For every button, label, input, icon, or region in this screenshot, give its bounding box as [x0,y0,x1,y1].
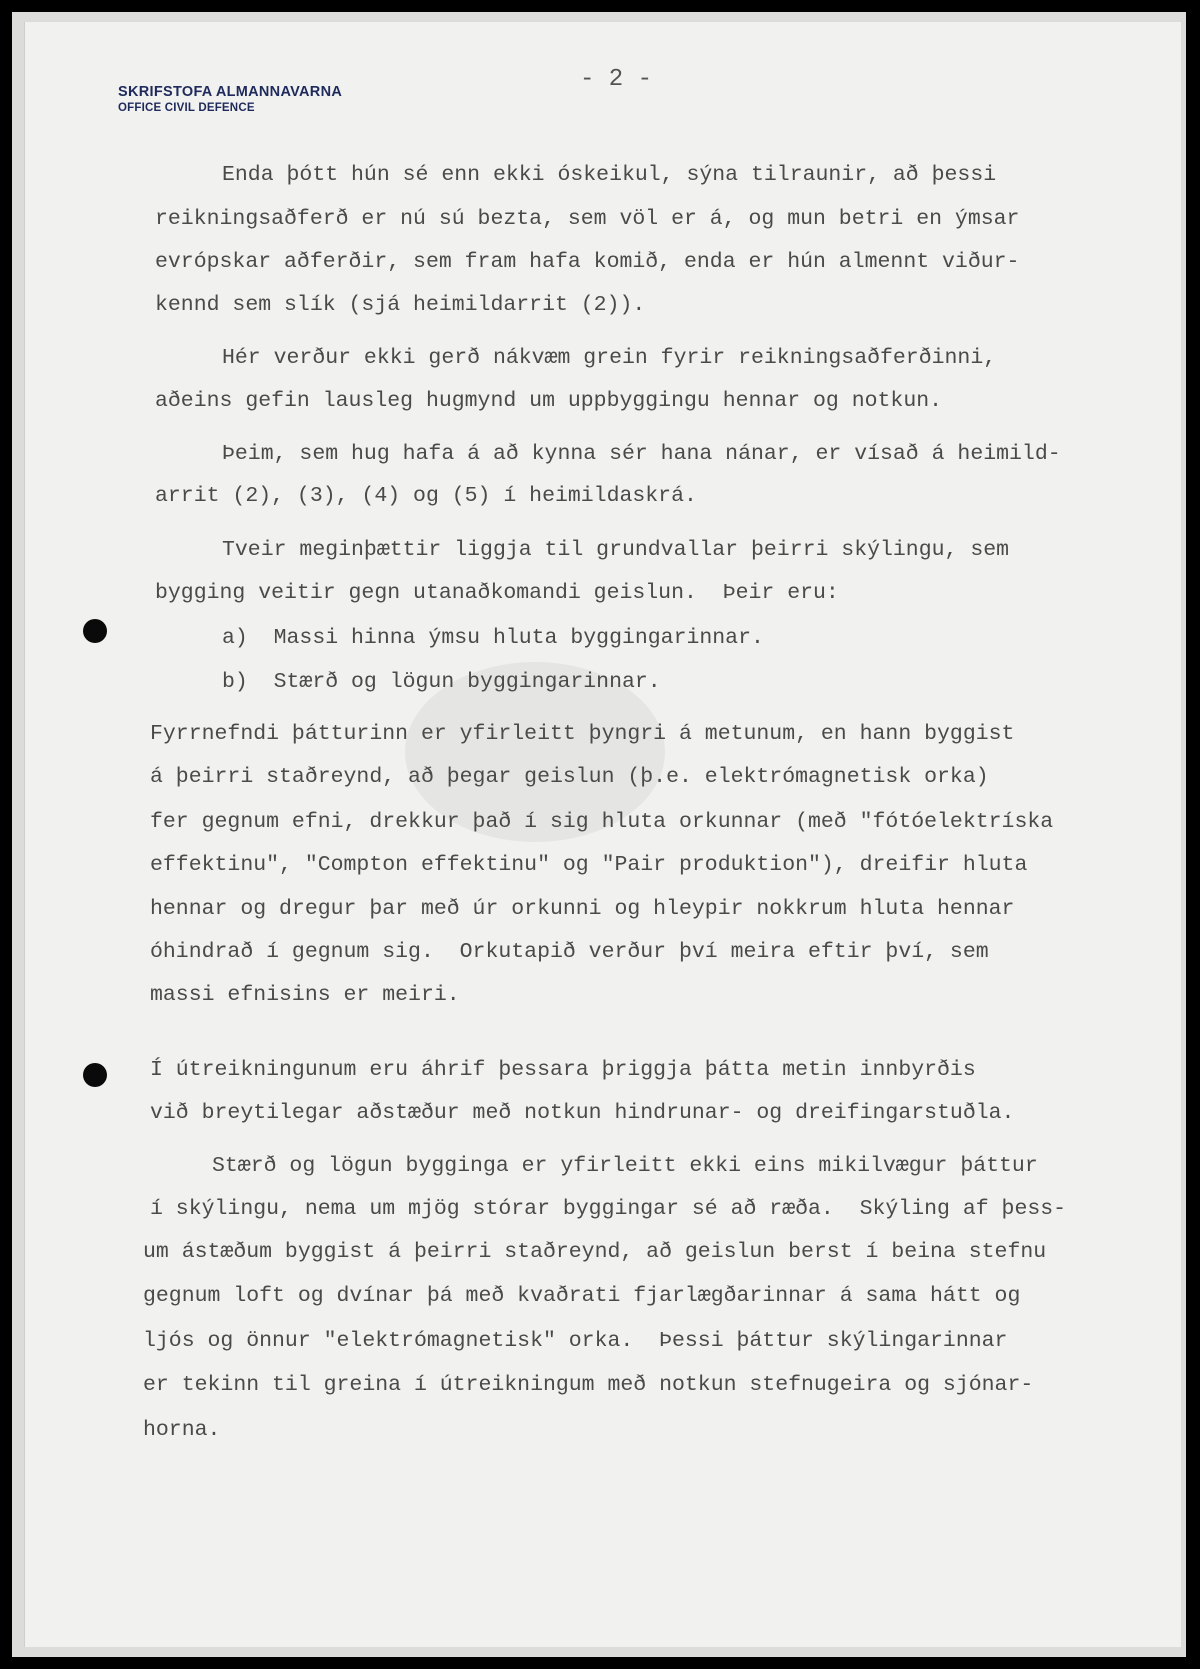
text-line: Þeim, sem hug hafa á að kynna sér hana nánar, er vísað á heimild- [222,442,1061,466]
text-line: arrit (2), (3), (4) og (5) í heimildaskrá. [155,484,697,508]
text-line: á þeirri staðreynd, að þegar geislun (þ.e. elektrómagnetisk orka) [150,765,989,789]
list-item-b: b) Stærð og lögun byggingarinnar. [222,670,661,694]
text-line: fer gegnum efni, drekkur það í sig hluta orkunnar (með "fótóelektríska [150,810,1054,834]
text-line: í skýlingu, nema um mjög stórar byggingar sé að ræða. Skýling af þess- [150,1197,1067,1221]
text-line: Hér verður ekki gerð nákvæm grein fyrir reikningsaðferðinni, [222,346,997,370]
text-line: Enda þótt hún sé enn ekki óskeikul, sýna tilraunir, að þessi [222,163,997,187]
text-line: effektinu", "Compton effektinu" og "Pair produktion"), dreifir hluta [150,853,1028,877]
text-line: gegnum loft og dvínar þá með kvaðrati fjarlægðarinnar á sama hátt og [143,1284,1021,1308]
text-line: er tekinn til greina í útreikningum með notkun stefnugeira og sjónar- [143,1373,1034,1397]
text-line: kennd sem slík (sjá heimildarrit (2)). [155,293,646,317]
text-line: um ástæðum byggist á þeirri staðreynd, að geislun berst í beina stefnu [143,1240,1047,1264]
text-line: reikningsaðferð er nú sú bezta, sem völ er á, og mun betri en ýmsar [155,207,1020,231]
text-line: óhindrað í gegnum sig. Orkutapið verður því meira eftir því, sem [150,940,989,964]
text-line: massi efnisins er meiri. [150,983,460,1007]
letterhead-name-is: SKRIFSTOFA ALMANNAVARNA [118,84,343,100]
punch-hole [83,1063,107,1087]
punch-hole [83,619,107,643]
text-line: Stærð og lögun bygginga er yfirleitt ekki eins mikilvægur þáttur [212,1154,1038,1178]
text-line: Fyrrnefndi þátturinn er yfirleitt þyngri á metunum, en hann byggist [150,722,1015,746]
text-line: horna. [143,1418,221,1442]
text-line: við breytilegar aðstæður með notkun hindrunar- og dreifingarstuðla. [150,1101,1015,1125]
text-line: ljós og önnur "elektrómagnetisk" orka. Þessi þáttur skýlingarinnar [143,1329,1008,1353]
text-line: aðeins gefin lausleg hugmynd um uppbyggingu hennar og notkun. [155,389,943,413]
list-item-a: a) Massi hinna ýmsu hluta byggingarinnar. [222,626,764,650]
text-line: Í útreikningunum eru áhrif þessara þriggja þátta metin innbyrðis [150,1058,976,1082]
letterhead-name-en: OFFICE CIVIL DEFENCE [118,102,255,114]
text-line: bygging veitir gegn utanaðkomandi geislun. Þeir eru: [155,581,839,605]
text-line: Tveir meginþættir liggja til grundvallar þeirri skýlingu, sem [222,538,1010,562]
page-number: - 2 - [580,66,653,93]
text-line: hennar og dregur þar með úr orkunni og hleypir nokkrum hluta hennar [150,897,1015,921]
text-line: evrópskar aðferðir, sem fram hafa komið, enda er hún almennt viður- [155,250,1020,274]
